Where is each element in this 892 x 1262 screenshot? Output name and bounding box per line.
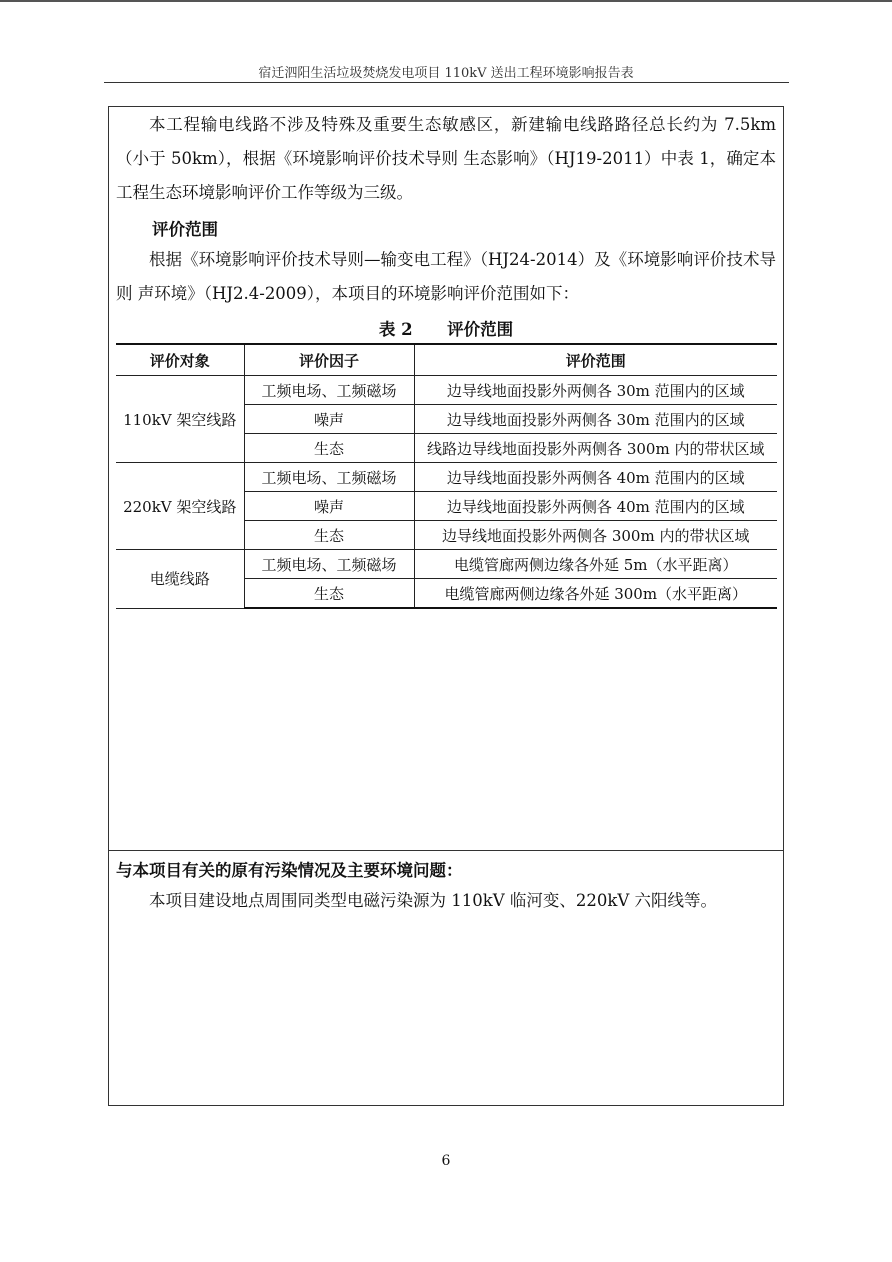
evaluation-factor-cell: 噪声: [244, 405, 414, 434]
evaluation-factor-cell: 工频电场、工频磁场: [244, 376, 414, 405]
evaluation-factor-cell: 工频电场、工频磁场: [244, 463, 414, 492]
table-row: [116, 550, 777, 579]
header-rule: [104, 82, 789, 83]
evaluation-range-cell: 电缆管廊两侧边缘各外延 300m（水平距离）: [414, 579, 777, 609]
pollution-issues-paragraph: 本项目建设地点周围同类型电磁污染源为 110kV 临河变、220kV 六阳线等。: [149, 891, 718, 910]
evaluation-factor-cell: 工频电场、工频磁场: [244, 550, 414, 579]
frame-divider: [108, 850, 784, 851]
evaluation-range-cell: 电缆管廊两侧边缘各外延 5m（水平距离）: [414, 550, 777, 579]
evaluation-range-cell: 边导线地面投影外两侧各 40m 范围内的区域: [414, 492, 777, 521]
evaluation-factor-cell: 生态: [244, 521, 414, 550]
ecology-level-paragraph: 本工程输电线路不涉及特殊及重要生态敏感区，新建输电线路路径总长约为 7.5km（小于 50km），根据《环境影响评价技术导则 生态影响》（HJ19-2011）中表 1，确定本工程生态环境影响评价工作等级为三级。: [116, 115, 776, 202]
running-header: 宿迁泗阳生活垃圾焚烧发电项目 110kV 送出工程环境影响报告表: [258, 66, 634, 81]
evaluation-object-cell: 110kV 架空线路: [116, 376, 244, 463]
evaluation-range-cell: 边导线地面投影外两侧各 30m 范围内的区域: [414, 376, 777, 405]
table-caption: 表 2 评价范围: [378, 320, 514, 339]
top-border: [0, 0, 892, 2]
evaluation-scope-table: [116, 343, 777, 609]
table-row: [116, 376, 777, 405]
evaluation-scope-heading: 评价范围: [152, 220, 218, 239]
column-header: 评价对象: [116, 344, 244, 376]
evaluation-range-cell: 边导线地面投影外两侧各 40m 范围内的区域: [414, 463, 777, 492]
evaluation-object-cell: 电缆线路: [116, 550, 244, 609]
table-header-row: [116, 344, 777, 376]
evaluation-range-cell: 边导线地面投影外两侧各 30m 范围内的区域: [414, 405, 777, 434]
page-number: 6: [441, 1153, 451, 1169]
table-row: [116, 463, 777, 492]
column-header: 评价因子: [244, 344, 414, 376]
evaluation-scope-paragraph: 根据《环境影响评价技术导则—输变电工程》（HJ24-2014）及《环境影响评价技术导则 声环境》（HJ2.4-2009），本项目的环境影响评价范围如下：: [116, 250, 776, 303]
evaluation-factor-cell: 生态: [244, 434, 414, 463]
column-header: 评价范围: [414, 344, 777, 376]
evaluation-factor-cell: 噪声: [244, 492, 414, 521]
evaluation-range-cell: 线路边导线地面投影外两侧各 300m 内的带状区域: [414, 434, 777, 463]
evaluation-object-cell: 220kV 架空线路: [116, 463, 244, 550]
evaluation-range-cell: 边导线地面投影外两侧各 300m 内的带状区域: [414, 521, 777, 550]
evaluation-factor-cell: 生态: [244, 579, 414, 609]
pollution-issues-heading: 与本项目有关的原有污染情况及主要环境问题：: [116, 861, 463, 880]
